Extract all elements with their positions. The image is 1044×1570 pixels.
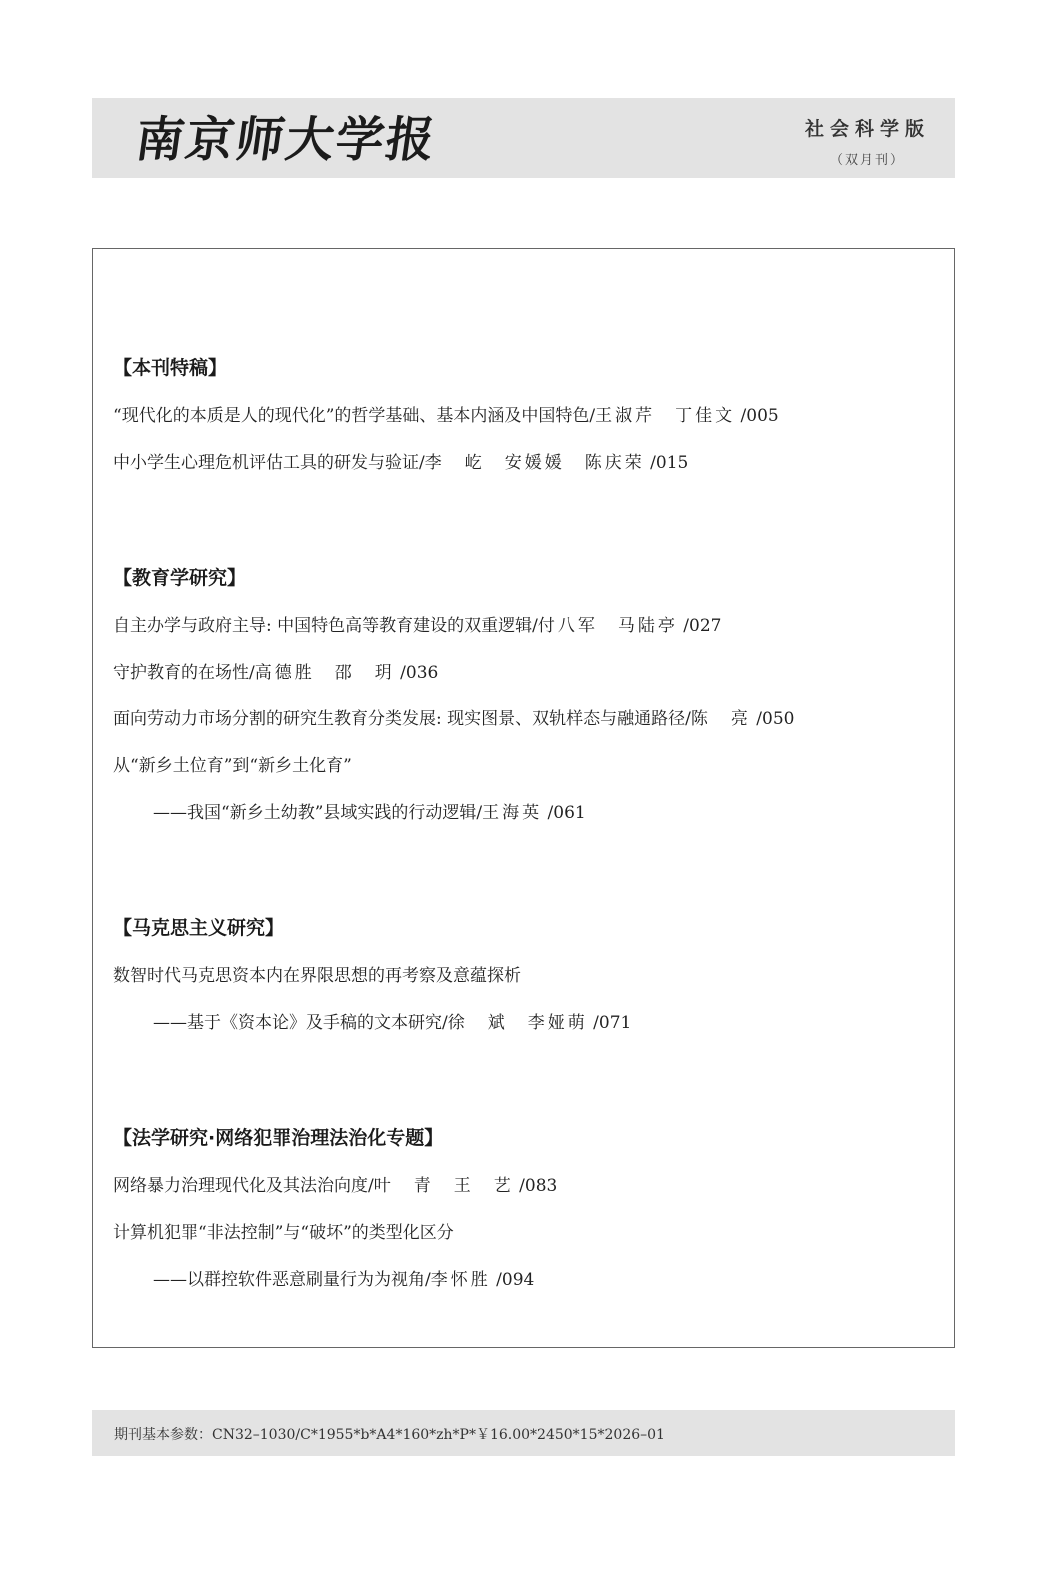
entry-page: 061: [553, 803, 586, 823]
entry-author: 高德胜 邵 玥: [254, 663, 395, 683]
entry-page: 071: [598, 1013, 632, 1033]
edition-block: [805, 114, 930, 168]
entry-author: 徐 斌 李娅萌: [447, 1013, 588, 1033]
entry-page: 083: [524, 1176, 558, 1196]
entry-page: 036: [405, 663, 439, 683]
entry-title: “现代化的本质是人的现代化”的哲学基础、基本内涵及中国特色: [113, 406, 590, 426]
entry-author: 王淑芹 丁佳文: [595, 406, 736, 426]
toc-entry[interactable]: 守护教育的在场性/高德胜 邵 玥 /036: [113, 663, 439, 683]
entry-author: 叶 青 王 艺: [373, 1176, 514, 1196]
entry-page: 015: [655, 453, 689, 473]
toc-entry-subtitle[interactable]: ——基于《资本论》及手稿的文本研究/徐 斌 李娅萌 /071: [153, 1013, 632, 1033]
toc-entry[interactable]: 中小学生心理危机评估工具的研发与验证/李 屹 安媛媛 陈庆荣 /015: [113, 453, 689, 473]
entry-author: 陈 亮: [690, 709, 751, 729]
parameters-label: 期刊基本参数：: [114, 1427, 212, 1443]
toc-entry[interactable]: [113, 961, 521, 986]
entry-page: 027: [689, 616, 722, 636]
toc-entry[interactable]: [113, 1218, 454, 1243]
edition-title: 社会科学版: [804, 118, 930, 140]
entry-subtitle: ——以群控软件恶意刷量行为为视角: [153, 1270, 425, 1290]
toc-entry[interactable]: 面向劳动力市场分割的研究生教育分类发展: 现实图景、双轨样态与融通路径/陈 亮 /050: [113, 709, 795, 729]
toc-entry[interactable]: “现代化的本质是人的现代化”的哲学基础、基本内涵及中国特色/王淑芹 丁佳文 /005: [113, 406, 779, 426]
entry-title: 自主办学与政府主导: 中国特色高等教育建设的双重逻辑: [113, 616, 533, 636]
entry-page: 094: [501, 1270, 535, 1290]
section-heading: 【教育学研究】: [113, 567, 247, 589]
entry-title: 计算机犯罪“非法控制”与“破坏”的类型化区分: [113, 1223, 454, 1243]
entry-author: 李 屹 安媛媛 陈庆荣: [424, 453, 645, 473]
journal-logo: 南京师大学报: [132, 112, 440, 168]
entry-title: 从“新乡土位育”到“新乡土化育”: [113, 756, 352, 776]
edition-frequency: （双月刊）: [829, 153, 905, 168]
entry-title: 中小学生心理危机评估工具的研发与验证: [113, 453, 419, 473]
entry-author: 付八军 马陆亭: [537, 616, 678, 636]
toc-entry[interactable]: 自主办学与政府主导: 中国特色高等教育建设的双重逻辑/付八军 马陆亭 /027: [113, 616, 722, 636]
section-heading: 【马克思主义研究】: [113, 917, 285, 939]
entry-author: 王海英: [482, 803, 543, 823]
entry-title: 网络暴力治理现代化及其法治向度: [113, 1176, 368, 1196]
masthead: [92, 98, 955, 178]
toc-entry[interactable]: 网络暴力治理现代化及其法治向度/叶 青 王 艺 /083: [113, 1176, 558, 1196]
journal-parameters: [114, 1424, 665, 1444]
entry-page: 050: [762, 709, 795, 729]
entry-subtitle: ——我国“新乡土幼教”县域实践的行动逻辑: [153, 803, 477, 823]
toc-entry-subtitle[interactable]: ——以群控软件恶意刷量行为为视角/李怀胜 /094: [153, 1270, 535, 1290]
entry-page: 005: [746, 406, 779, 426]
parameters-value: CN32–1030/C*1955*b*A4*160*zh*P*￥16.00*2450*15*2026–01: [212, 1427, 665, 1443]
journal-parameters-bar: [92, 1410, 955, 1456]
toc-entry-subtitle[interactable]: ——我国“新乡土幼教”县域实践的行动逻辑/王海英 /061: [153, 803, 586, 823]
toc-entry[interactable]: [113, 751, 352, 776]
entry-subtitle: ——基于《资本论》及手稿的文本研究: [153, 1013, 442, 1033]
entry-title: 守护教育的在场性: [113, 663, 249, 683]
entry-title: 面向劳动力市场分割的研究生教育分类发展: 现实图景、双轨样态与融通路径: [113, 709, 686, 729]
entry-author: 李怀胜: [430, 1270, 491, 1290]
entry-title: 数智时代马克思资本内在界限思想的再考察及意蕴探析: [113, 966, 521, 986]
section-heading: 【法学研究·网络犯罪治理法治化专题】: [113, 1127, 444, 1149]
section-heading: 【本刊特稿】: [113, 357, 228, 379]
table-of-contents: [92, 248, 955, 1348]
